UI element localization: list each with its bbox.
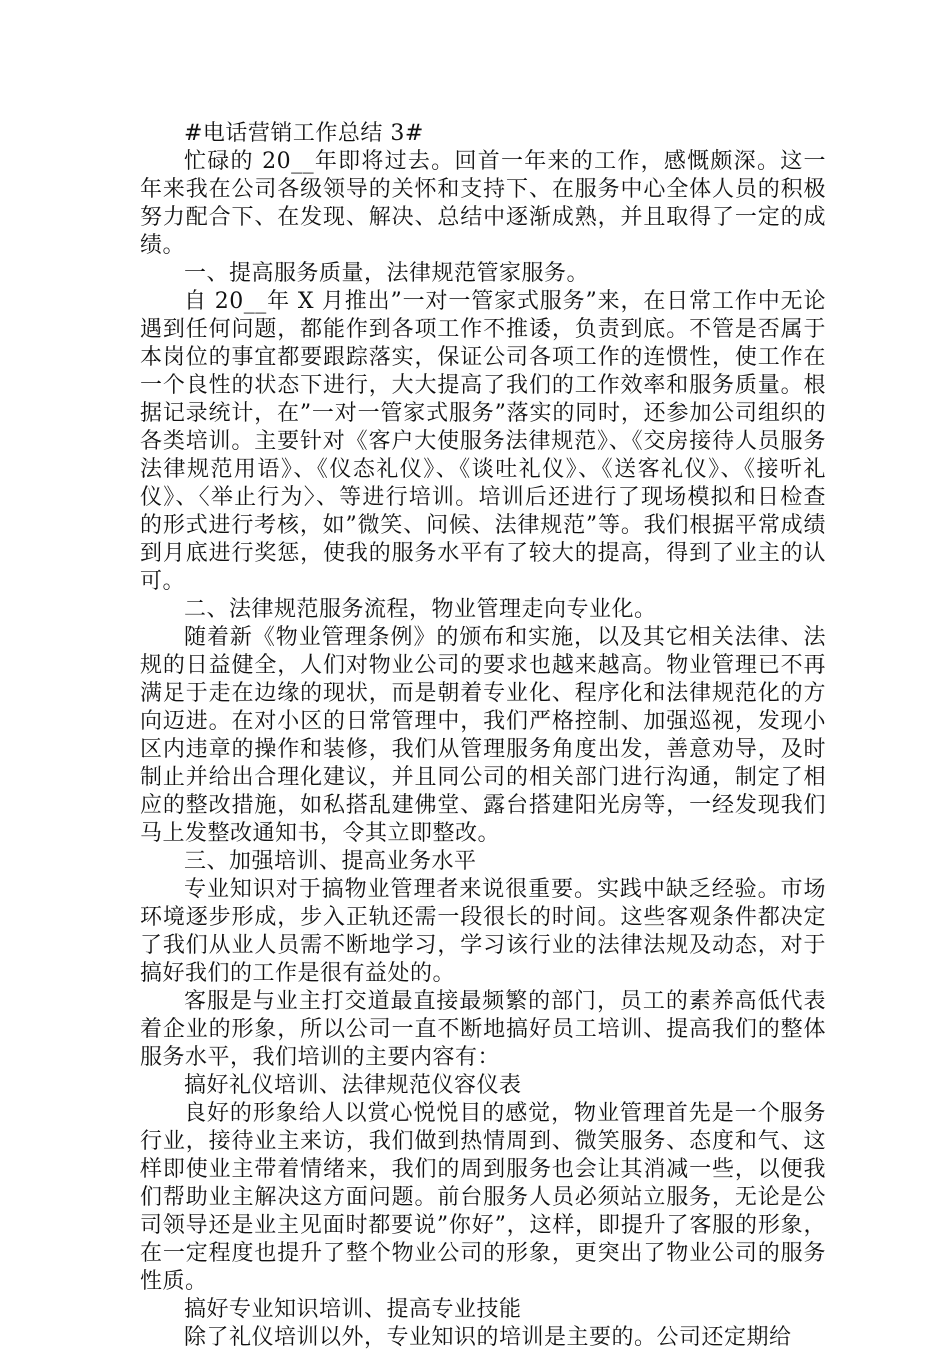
document-body <box>140 120 826 1352</box>
paragraph-etiquette: 良好的形象给人以赏心悦悦目的感觉，物业管理首先是一个服务行业，接待业主来访，我们做到热情周到、微笑服务、态度和气、这样即使业主带着情绪来，我们的周到服务也会让其消减一些，以便我们帮助业主解决这方面问题。前台服务人员必须站立服务，无论是公司领导还是业主见面时都要说”你好”，这样，即提升了客服的形象，在一定程度也提升了整个物业公司的形象，更突出了物业公司的服务性质。 <box>140 1101 826 1294</box>
section-heading-1: 一、提高服务质量，法律规范管家服务。 <box>184 261 590 286</box>
document-title: #电话营销工作总结 3# <box>184 121 424 146</box>
paragraph-section-3b: 客服是与业主打交道最直接最频繁的部门，员工的素养高低代表着企业的形象，所以公司一直不断地搞好员工培训、提高我们的整体服务水平，我们培训的主要内容有： <box>140 989 826 1070</box>
section-heading-2: 二、法律规范服务流程，物业管理走向专业化。 <box>184 597 657 622</box>
subheading-professional: 搞好专业知识培训、提高专业技能 <box>184 1297 522 1322</box>
paragraph-section-3a: 专业知识对于搞物业管理者来说很重要。实践中缺乏经验。市场环境逐步形成，步入正轨还需一段很长的时间。这些客观条件都决定了我们从业人员需不断地学习，学习该行业的法律法规及动态，对于搞好我们的工作是很有益处的。 <box>140 877 826 986</box>
paragraph-section-1: 自 20__年 X 月推出”一对一管家式服务”来，在日常工作中无论遇到任何问题，都能作到各项工作不推诿，负责到底。不管是否属于本岗位的事宜都要跟踪落实，保证公司各项工作的连惯性，使工作在一个良性的状态下进行，大大提高了我们的工作效率和服务质量。根据记录统计，在”一对一管家式服务”落实的同时，还参加公司组织的各类培训。主要针对《客户大使服务法律规范》、《交房接待人员服务法律规范用语》、《仪态礼仪》、《谈吐礼仪》、《送客礼仪》、《接听礼仪》、〈举止行为〉、等进行培训。培训后还进行了现场模拟和日检查的形式进行考核，如”微笑、问候、法律规范”等。我们根据平常成绩到月底进行奖惩，使我的服务水平有了较大的提高，得到了业主的认可。 <box>140 289 826 594</box>
paragraph-section-2: 随着新《物业管理条例》的颁布和实施，以及其它相关法律、法规的日益健全，人们对物业公司的要求也越来越高。物业管理已不再满足于走在边缘的现状，而是朝着专业化、程序化和法律规范化的方向迈进。在对小区的日常管理中，我们严格控制、加强巡视，发现小区内违章的操作和装修，我们从管理服务角度出发，善意劝导，及时制止并给出合理化建议，并且同公司的相关部门进行沟通，制定了相应的整改措施，如私搭乱建佛堂、露台搭建阳光房等，一经发现我们马上发整改通知书，令其立即整改。 <box>140 625 826 846</box>
section-heading-3: 三、加强培训、提高业务水平 <box>184 849 477 874</box>
paragraph-intro: 忙碌的 20__年即将过去。回首一年来的工作，感慨颇深。这一年来我在公司各级领导的关怀和支持下、在服务中心全体人员的积极努力配合下、在发现、解决、总结中逐渐成熟，并且取得了一定的成绩。 <box>140 149 826 258</box>
subheading-etiquette: 搞好礼仪培训、法律规范仪容仪表 <box>184 1073 522 1098</box>
paragraph-professional: 除了礼仪培训以外，专业知识的培训是主要的。公司还定期给 <box>184 1325 792 1350</box>
